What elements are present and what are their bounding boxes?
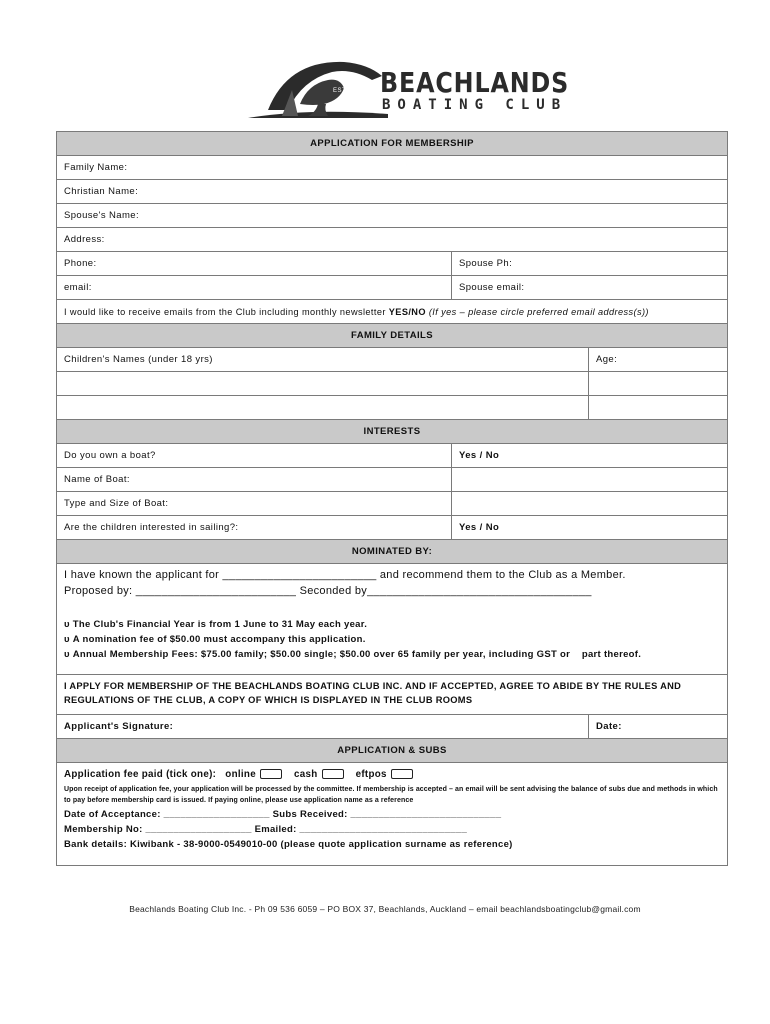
- child-age-field[interactable]: [588, 396, 727, 419]
- subs-block: [57, 763, 727, 866]
- online-option-label: online: [225, 769, 256, 780]
- footer-contact: Beachlands Boating Club Inc. - Ph 09 536 6059 – PO BOX 37, Beachlands, Auckland – email beachlandsboatingclub@gmail.com: [129, 904, 641, 914]
- eftpos-option-label: eftpos: [355, 769, 387, 780]
- boat-name-row: [57, 468, 727, 492]
- children-row-blank: [57, 396, 727, 420]
- est-label: EST.1959: [333, 88, 364, 94]
- signature-row: [57, 715, 727, 739]
- logo-subtitle: BOATING CLUB: [382, 97, 568, 113]
- nomination-line[interactable]: I have known the applicant for ________________________ and recommend them to the Club as a Member.: [64, 569, 626, 581]
- address-row[interactable]: [57, 228, 727, 252]
- membership-form: [56, 131, 728, 866]
- child-name-field[interactable]: [57, 372, 588, 395]
- christian-name-row[interactable]: [57, 180, 727, 204]
- spouse-phone-field[interactable]: Spouse Ph:: [451, 252, 727, 275]
- children-row: [57, 348, 727, 372]
- signature-label[interactable]: Applicant's Signature:: [64, 721, 174, 732]
- email-row: [57, 276, 727, 300]
- children-names-label[interactable]: Children's Names (under 18 yrs): [64, 354, 213, 365]
- boat-name-label: Name of Boat:: [64, 474, 130, 485]
- eftpos-checkbox[interactable]: [391, 769, 413, 779]
- nomination-block: [57, 564, 727, 675]
- email-field[interactable]: email:: [64, 282, 92, 293]
- online-checkbox[interactable]: [260, 769, 282, 779]
- children-row-blank: [57, 372, 727, 396]
- own-boat-label: Do you own a boat?: [64, 450, 156, 461]
- boat-type-label: Type and Size of Boat:: [64, 498, 169, 509]
- child-name-field[interactable]: [57, 396, 588, 419]
- cash-checkbox[interactable]: [322, 769, 344, 779]
- child-age-field[interactable]: [588, 372, 727, 395]
- boat-name-field[interactable]: [451, 468, 727, 491]
- newsletter-yesno[interactable]: YES/NO: [388, 306, 426, 317]
- own-boat-row: [57, 444, 727, 468]
- address-label: Address:: [64, 234, 105, 245]
- age-label[interactable]: Age:: [588, 348, 727, 371]
- section-header: FAMILY DETAILS: [57, 324, 727, 348]
- newsletter-note: (If yes – please circle preferred email address(s)): [425, 306, 649, 317]
- cash-option-label: cash: [294, 769, 318, 780]
- spouse-email-field[interactable]: Spouse email:: [451, 276, 727, 299]
- phone-field[interactable]: Phone:: [64, 258, 97, 269]
- application-declaration: I APPLY FOR MEMBERSHIP OF THE BEACHLANDS BOATING CLUB INC. AND IF ACCEPTED, AGREE TO ABIDE BY THE RULES AND REGULATIONS OF THE CLUB, A COPY OF WHICH IS DISPLAYED IN THE CLUB ROOMS: [57, 675, 727, 715]
- christian-name-label: Christian Name:: [64, 186, 139, 197]
- section-header: APPLICATION FOR MEMBERSHIP: [57, 132, 727, 156]
- info-bullet: υ Annual Membership Fees: $75.00 family; $50.00 single; $50.00 over 65 family per year, including GST or part thereof.: [64, 649, 642, 660]
- logo-title: BEACHLANDS: [380, 66, 570, 99]
- section-header: INTERESTS: [57, 420, 727, 444]
- spouse-name-row[interactable]: [57, 204, 727, 228]
- section-header: APPLICATION & SUBS: [57, 739, 727, 763]
- family-name-row[interactable]: [57, 156, 727, 180]
- boat-type-row: [57, 492, 727, 516]
- sailing-label: Are the children interested in sailing?:: [64, 522, 239, 533]
- sailing-yesno[interactable]: Yes / No: [451, 516, 727, 539]
- phone-row: [57, 252, 727, 276]
- acceptance-line[interactable]: Date of Acceptance: ___________________ Subs Received: ___________________________: [64, 809, 502, 820]
- processing-note: Upon receipt of application fee, your application will be processed by the committee. If membership is accepted – an email will be sent advising the balance of subs due and methods in which to pay before membership card is issued. If paying online, please use application name as a reference: [64, 786, 718, 804]
- spouse-name-label: Spouse's Name:: [64, 210, 140, 221]
- newsletter-label: I would like to receive emails from the Club including monthly newsletter: [64, 306, 389, 317]
- membership-no-line[interactable]: Membership No: ___________________ Emailed: ______________________________: [64, 824, 468, 835]
- fee-label: Application fee paid (tick one):: [64, 769, 217, 780]
- bank-details: Bank details: Kiwibank - 38-9000-0549010-00 (please quote application surname as reference): [64, 839, 513, 850]
- sailing-row: [57, 516, 727, 540]
- info-bullet: υ The Club's Financial Year is from 1 June to 31 May each year.: [64, 619, 368, 630]
- newsletter-row: [57, 300, 727, 324]
- signature-date-label[interactable]: Date:: [588, 715, 727, 738]
- family-name-label: Family Name:: [64, 162, 128, 173]
- info-bullet: υ A nomination fee of $50.00 must accompany this application.: [64, 634, 366, 645]
- proposed-line[interactable]: Proposed by: _________________________ Seconded by___________________________________: [64, 585, 592, 597]
- section-header: NOMINATED BY:: [57, 540, 727, 564]
- boat-type-field[interactable]: [451, 492, 727, 515]
- own-boat-yesno[interactable]: Yes / No: [451, 444, 727, 467]
